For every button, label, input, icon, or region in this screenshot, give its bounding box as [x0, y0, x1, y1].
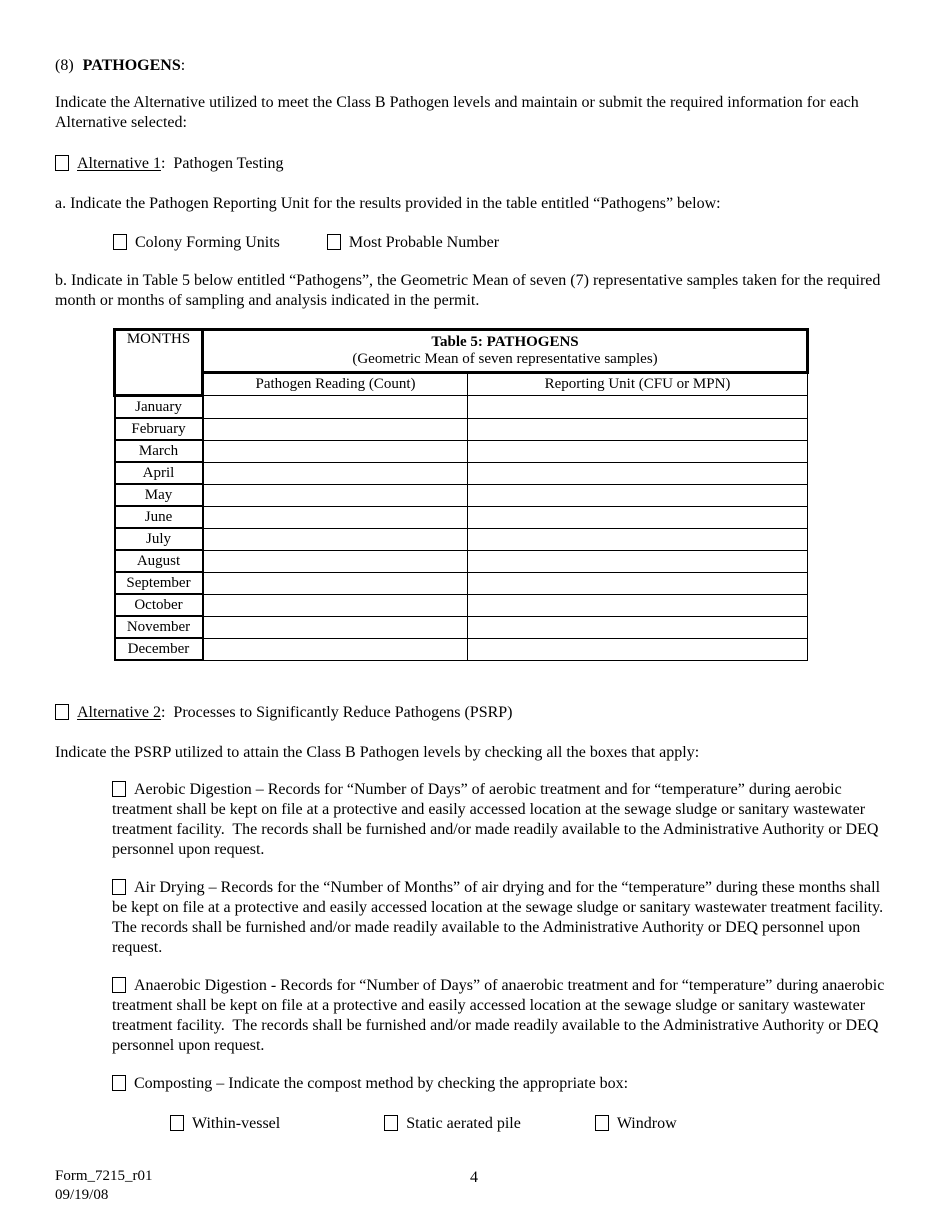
alternative-2-label: Alternative 2: [77, 704, 161, 721]
month-row: [115, 462, 808, 484]
month-label: September: [115, 572, 203, 594]
month-label: August: [115, 550, 203, 572]
month-row: [115, 528, 808, 550]
colony-forming-units-label: Colony Forming Units: [135, 234, 280, 251]
month-row: [115, 550, 808, 572]
anaerobic-digestion-checkbox[interactable]: [112, 977, 126, 993]
reporting-unit-cell[interactable]: [468, 638, 808, 660]
within-vessel-checkbox[interactable]: [170, 1115, 184, 1131]
pathogen-reading-cell[interactable]: [203, 418, 468, 440]
alternative-1-row: [55, 154, 894, 174]
air-drying-checkbox[interactable]: [112, 879, 126, 895]
month-row: [115, 396, 808, 419]
reporting-unit-cell[interactable]: [468, 616, 808, 638]
month-label: April: [115, 462, 203, 484]
alternative-1-checkbox[interactable]: [55, 155, 69, 171]
pathogen-reading-header: Pathogen Reading (Count): [203, 373, 468, 396]
month-label: June: [115, 506, 203, 528]
month-label: January: [115, 396, 203, 419]
pathogen-reading-cell[interactable]: [203, 572, 468, 594]
most-probable-number-checkbox[interactable]: [327, 234, 341, 250]
pathogen-reading-cell[interactable]: [203, 396, 468, 419]
pathogen-reading-cell[interactable]: [203, 550, 468, 572]
pathogen-reading-cell[interactable]: [203, 528, 468, 550]
section-title: PATHOGENS: [82, 57, 181, 74]
month-row: [115, 594, 808, 616]
pathogen-reading-cell[interactable]: [203, 484, 468, 506]
form-date: 09/19/08: [55, 1187, 109, 1203]
month-row: [115, 506, 808, 528]
psrp-option-composting: [112, 1074, 894, 1094]
month-row: [115, 572, 808, 594]
section-colon: :: [180, 57, 186, 74]
month-row: [115, 418, 808, 440]
table-title: Table 5: PATHOGENS: [431, 334, 579, 350]
month-label: December: [115, 638, 203, 660]
reporting-unit-options: [55, 234, 894, 252]
reporting-unit-cell[interactable]: [468, 396, 808, 419]
reporting-unit-header: Reporting Unit (CFU or MPN): [468, 373, 808, 396]
reporting-unit-cell[interactable]: [468, 418, 808, 440]
within-vessel-option: [170, 1115, 280, 1132]
pathogen-reading-cell[interactable]: [203, 462, 468, 484]
pathogen-reading-cell[interactable]: [203, 616, 468, 638]
alternative-2-checkbox[interactable]: [55, 704, 69, 720]
static-aerated-pile-checkbox[interactable]: [384, 1115, 398, 1131]
windrow-option: [595, 1115, 677, 1132]
month-label: November: [115, 616, 203, 638]
month-label: July: [115, 528, 203, 550]
month-label: May: [115, 484, 203, 506]
most-probable-number-option: [327, 234, 499, 251]
colony-forming-units-option: [113, 234, 280, 251]
reporting-unit-cell[interactable]: [468, 484, 808, 506]
month-row: [115, 638, 808, 660]
psrp-option-anaerobic-digestion: [112, 976, 894, 1056]
table-subtitle: (Geometric Mean of seven representative samples): [352, 351, 658, 367]
compost-method-options: [55, 1114, 894, 1134]
colony-forming-units-checkbox[interactable]: [113, 234, 127, 250]
item-b-paragraph: b. Indicate in Table 5 below entitled “Pathogens”, the Geometric Mean of seven (7) representative samples taken for the required month or months of sampling and analysis indicated in the permit.: [55, 272, 881, 309]
reporting-unit-cell[interactable]: [468, 528, 808, 550]
reporting-unit-cell[interactable]: [468, 594, 808, 616]
composting-checkbox[interactable]: [112, 1075, 126, 1091]
item-a-paragraph: a. Indicate the Pathogen Reporting Unit for the results provided in the table entitled “Pathogens” below:: [55, 195, 721, 212]
month-label: February: [115, 418, 203, 440]
page-number: 4: [470, 1169, 478, 1186]
psrp-option-aerobic-digestion: [112, 780, 894, 860]
month-row: [115, 440, 808, 462]
table-title-cell: [203, 330, 808, 373]
within-vessel-label: Within-vessel: [192, 1115, 281, 1132]
alternative-2-text: : Processes to Significantly Reduce Pathogens (PSRP): [160, 704, 513, 721]
psrp-option-air-drying: [112, 878, 894, 958]
aerobic-digestion-checkbox[interactable]: [112, 781, 126, 797]
windrow-checkbox[interactable]: [595, 1115, 609, 1131]
page-heading: [55, 56, 894, 76]
pathogen-reading-cell[interactable]: [203, 440, 468, 462]
alternative-1-label: Alternative 1: [77, 155, 161, 172]
pathogen-reading-cell[interactable]: [203, 638, 468, 660]
static-aerated-pile-label: Static aerated pile: [406, 1115, 521, 1132]
reporting-unit-cell[interactable]: [468, 440, 808, 462]
reporting-unit-cell[interactable]: [468, 506, 808, 528]
page-footer: [55, 1167, 894, 1205]
most-probable-number-label: Most Probable Number: [348, 234, 500, 251]
windrow-label: Windrow: [616, 1115, 677, 1132]
month-row: [115, 616, 808, 638]
air-drying-text: Air Drying – Records for the “Number of Months” of air drying and for the “temperature” during these months shall be kept on file at a protective and easily accessed location at the sewage sludge or sanitary wastewater treatment facility. The records shall be furnished and/or made readily available to the Administrative Authority or DEQ personnel upon request.: [112, 879, 888, 956]
composting-text: Composting – Indicate the compost method by checking the appropriate box:: [134, 1075, 629, 1092]
form-id: Form_7215_r01: [55, 1168, 153, 1184]
month-row: [115, 484, 808, 506]
anaerobic-digestion-text: Anaerobic Digestion - Records for “Number of Days” of anaerobic treatment and for “temperature” during anaerobic treatment shall be kept on file at a protective and easily accessed location at the sewage sludge or sanitary wastewater treatment facility. The records shall be furnished and/or made readily available to the Administrative Authority or DEQ personnel upon request.: [112, 977, 885, 1054]
section-number: (8): [55, 57, 74, 74]
alternative-1-text: : Pathogen Testing: [160, 155, 284, 172]
reporting-unit-cell[interactable]: [468, 462, 808, 484]
intro-paragraph: Indicate the Alternative utilized to meet the Class B Pathogen levels and maintain or submit the required information for each Alternative selected:: [55, 94, 859, 131]
alternative-2-row: [55, 703, 894, 723]
static-aerated-pile-option: [384, 1115, 521, 1132]
psrp-intro-paragraph: Indicate the PSRP utilized to attain the Class B Pathogen levels by checking all the boxes that apply:: [55, 744, 700, 761]
reporting-unit-cell[interactable]: [468, 572, 808, 594]
month-label: March: [115, 440, 203, 462]
pathogens-table: [113, 328, 809, 661]
aerobic-digestion-text: Aerobic Digestion – Records for “Number of Days” of aerobic treatment and for “temperature” during aerobic treatment shall be kept on file at a protective and easily accessed location at the sewage sludge or sanitary wastewater treatment facility. The records shall be furnished and/or made readily available to the Administrative Authority or DEQ personnel upon request.: [112, 781, 879, 858]
month-label: October: [115, 594, 203, 616]
pathogen-reading-cell[interactable]: [203, 594, 468, 616]
months-header-cell: MONTHS: [115, 330, 203, 396]
reporting-unit-cell[interactable]: [468, 550, 808, 572]
pathogen-reading-cell[interactable]: [203, 506, 468, 528]
